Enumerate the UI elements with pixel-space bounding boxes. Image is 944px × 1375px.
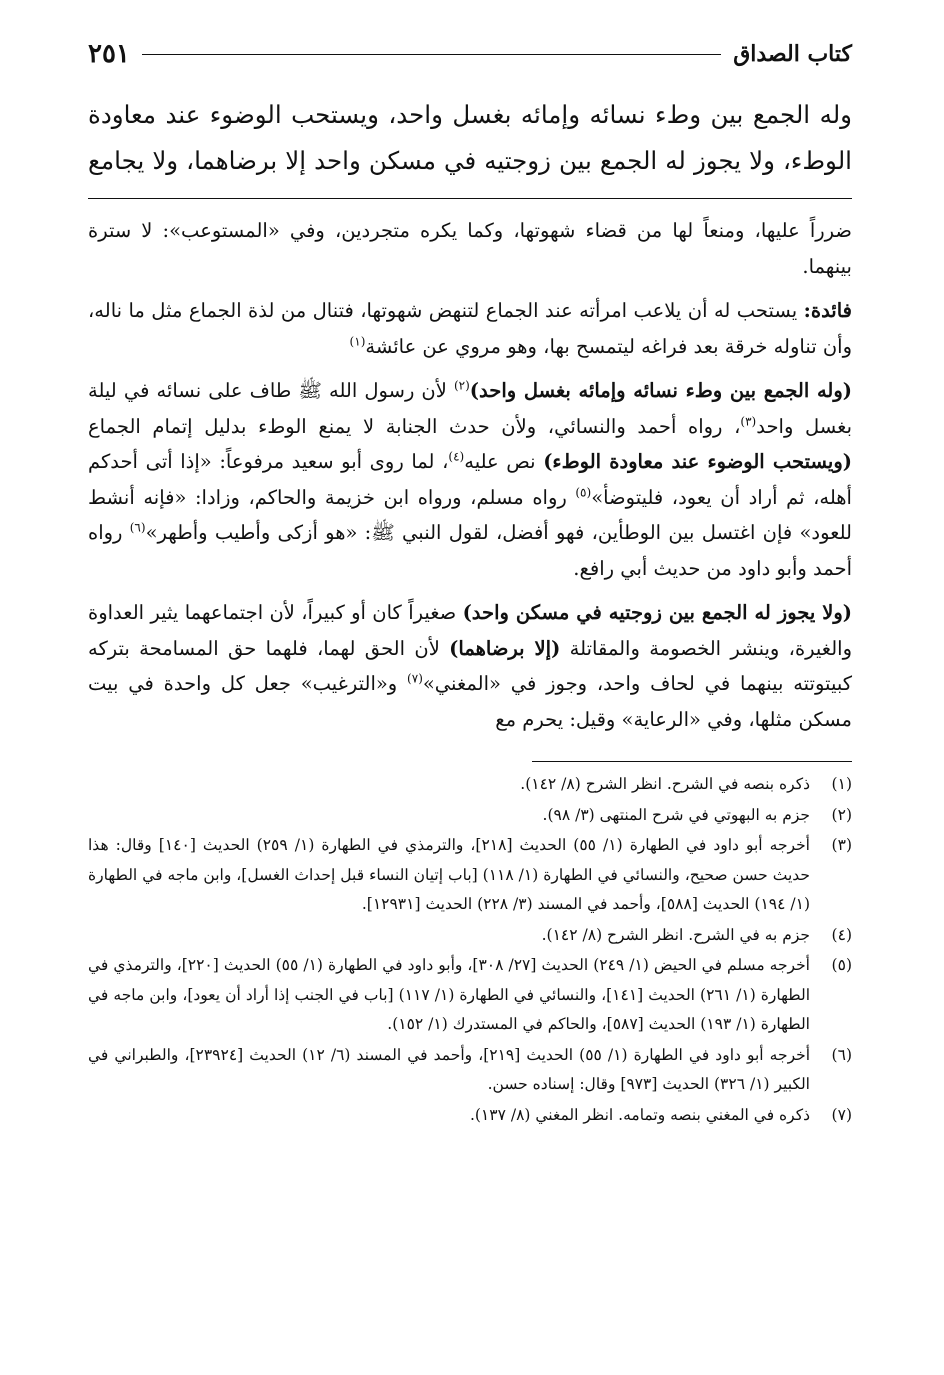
commentary-text: رواه مسلم، ورواه ابن خزيمة والحاكم، وزادا: «فإنه أنشط للعود» فإن اغتسل بين الوطأين، فهو أفضل، لقول النبي ﷺ: «هو أزكى وأطيب وأطهر» (88, 485, 852, 544)
commentary-text: لأن الحق لهما، فلهما حق المسامحة بتركه كبيتوتته بينهما في لحاف واحد، وجوز في «المغني» (88, 636, 852, 695)
footnote-ref: (٧) (407, 671, 423, 686)
footnote-ref: (١) (349, 334, 366, 348)
commentary-text: ، لما روى أبو سعيد مرفوعاً: «إذا أتى أحدكم أهله، ثم أراد أن يعود، فليتوضأ» (88, 450, 852, 509)
footnote-text: أخرجه أبو داود في الطهارة (١/ ٥٥) الحديث [٢١٨]، والترمذي في الطهارة (١/ ٢٥٩) الحديث [١٤٠] وقال: هذا حديث حسن صحيح، والنسائي في الطهارة (١/ ١١٨) [باب إتيان النساء قبل إحداث الغسل]، وابن ماجه في الطهارة (١/ ١٩٤) الحديث [٥٨٨]، وأحمد في المسند (٣/ ٢٢٨) الحديث [١٢٩٣١]. (88, 836, 810, 913)
footnote-item (88, 1101, 852, 1131)
footnote-item (88, 770, 852, 800)
footnote-item (88, 801, 852, 831)
footnote-text: أخرجه أبو داود في الطهارة (١/ ٥٥) الحديث [٢١٩]، وأحمد في المسند (٦/ ١٢) الحديث [٢٣٩٢٤]، والطبراني في الكبير (١/ ٣٢٦) الحديث [٩٧٣] وقال: إسناده حسن. (88, 1045, 811, 1093)
footnote-text: ذكره بنصه في الشرح. انظر الشرح (٨/ ١٤٢). (520, 775, 810, 793)
footnote-number: (٤) (831, 925, 852, 944)
commentary-paragraph-1: ضرراً عليها، ومنعاً لها من قضاء شهوتها، وكما يكره متجردين، وفي «المستوعب»: لا سترة بينهما. (88, 219, 852, 278)
commentary-text: صغيراً كان أو كبيراً، لأن اجتماعهما يثير العداوة والغيرة، وينشر الخصومة والمقاتلة (88, 601, 852, 660)
commentary-text: ، رواه أحمد والنسائي، ولأن حدث الجنابة لا يمنع الوطء بدليل إتمام الجماع (88, 414, 741, 438)
footnote-number: (٧) (831, 1105, 852, 1124)
footnote-ref: (٥) (575, 485, 592, 499)
commentary-paragraph-3 (88, 373, 852, 586)
footnote-ref: (٦) (129, 520, 146, 535)
commentary (88, 213, 852, 737)
matn-separator (88, 198, 852, 199)
footnote-text: جزم به البهوتي في شرح المنتهى (٣/ ٩٨). (542, 805, 810, 824)
footnotes (88, 770, 852, 1130)
footnote-number: (٦) (831, 1045, 852, 1064)
book-title: كتاب الصداق (733, 41, 852, 67)
footnote-text: أخرجه مسلم في الحيض (١/ ٢٤٩) الحديث [٢٧/ ٣٠٨]، وأبو داود في الطهارة (١/ ٥٥) الحديث [٢٢٠]، والترمذي في الطهارة (١/ ٢٦١) الحديث [١٤١]، والنسائي في الطهارة (١/ ١١٧) [باب في الجنب إذا أراد أن يعود]، وابن ماجه في الطهارة (١/ ١٩٣) الحديث [٥٨٧]، والحاكم في المستدرك (١/ ١٥٢). (88, 956, 811, 1033)
commentary-text: نص عليه (464, 450, 544, 473)
page-number: ٢٥١ (88, 39, 130, 69)
footnote-text: جزم به في الشرح. انظر الشرح (٨/ ١٤٢). (541, 925, 810, 944)
footnote-number: (٥) (831, 956, 852, 974)
quoted-matn: (ولا يجوز له الجمع بين زوجتيه في مسكن واحد) (462, 601, 852, 624)
commentary-paragraph-4 (88, 595, 852, 737)
matn-text: وله الجمع بين وطء نسائه وإمائه بغسل واحد، ويستحب الوضوء عند معاودة الوطء، ولا يجوز له الجمع بين زوجتيه في مسكن واحد إلا برضاهما، ولا يجامع (88, 100, 852, 175)
quoted-matn: (ويستحب الوضوء عند معاودة الوطء) (543, 450, 852, 473)
footnote-item (88, 951, 852, 1040)
quoted-matn: (إلا برضاهما) (449, 636, 561, 660)
footnote-ref: (٢) (453, 378, 470, 393)
footnote-ref: (٣) (740, 414, 757, 428)
footnote-text: ذكره في المغني بنصه وتمامه. انظر المغني (٨/ ١٣٧). (469, 1105, 810, 1124)
footnote-number: (٢) (831, 805, 852, 824)
quoted-matn: (وله الجمع بين وطء نسائه وإمائه بغسل واحد) (469, 379, 852, 402)
footnote-number: (٣) (831, 836, 852, 854)
footnote-number: (١) (831, 775, 852, 793)
benefit-text: يستحب له أن يلاعب امرأته عند الجماع لتنهض شهوتها، فتنال من لذة الجماع مثل ما ناله، وأن تناوله خرقة بعد فراغه ليتمسح بها، وهو مروي عن عائشة (88, 299, 852, 358)
footnote-separator (532, 761, 852, 762)
header-rule (142, 54, 721, 55)
footnote-ref: (٤) (448, 449, 465, 464)
footnote-item (88, 831, 852, 920)
page-header (88, 34, 852, 74)
commentary-text: لأن رسول الله ﷺ طاف على نسائه في ليلة بغسل واحد (88, 379, 852, 438)
commentary-paragraph-2 (88, 293, 852, 364)
footnote-item (88, 1041, 852, 1100)
footnote-item (88, 921, 852, 951)
benefit-label: فائدة: (803, 299, 852, 322)
commentary-text: رواه أحمد وأبو داود من حديث أبي رافع. (88, 521, 852, 580)
commentary-text: و«الترغيب» جعل كل واحدة في بيت مسكن مثلها، وفي «الرعاية» وقيل: يحرم مع (88, 672, 852, 731)
